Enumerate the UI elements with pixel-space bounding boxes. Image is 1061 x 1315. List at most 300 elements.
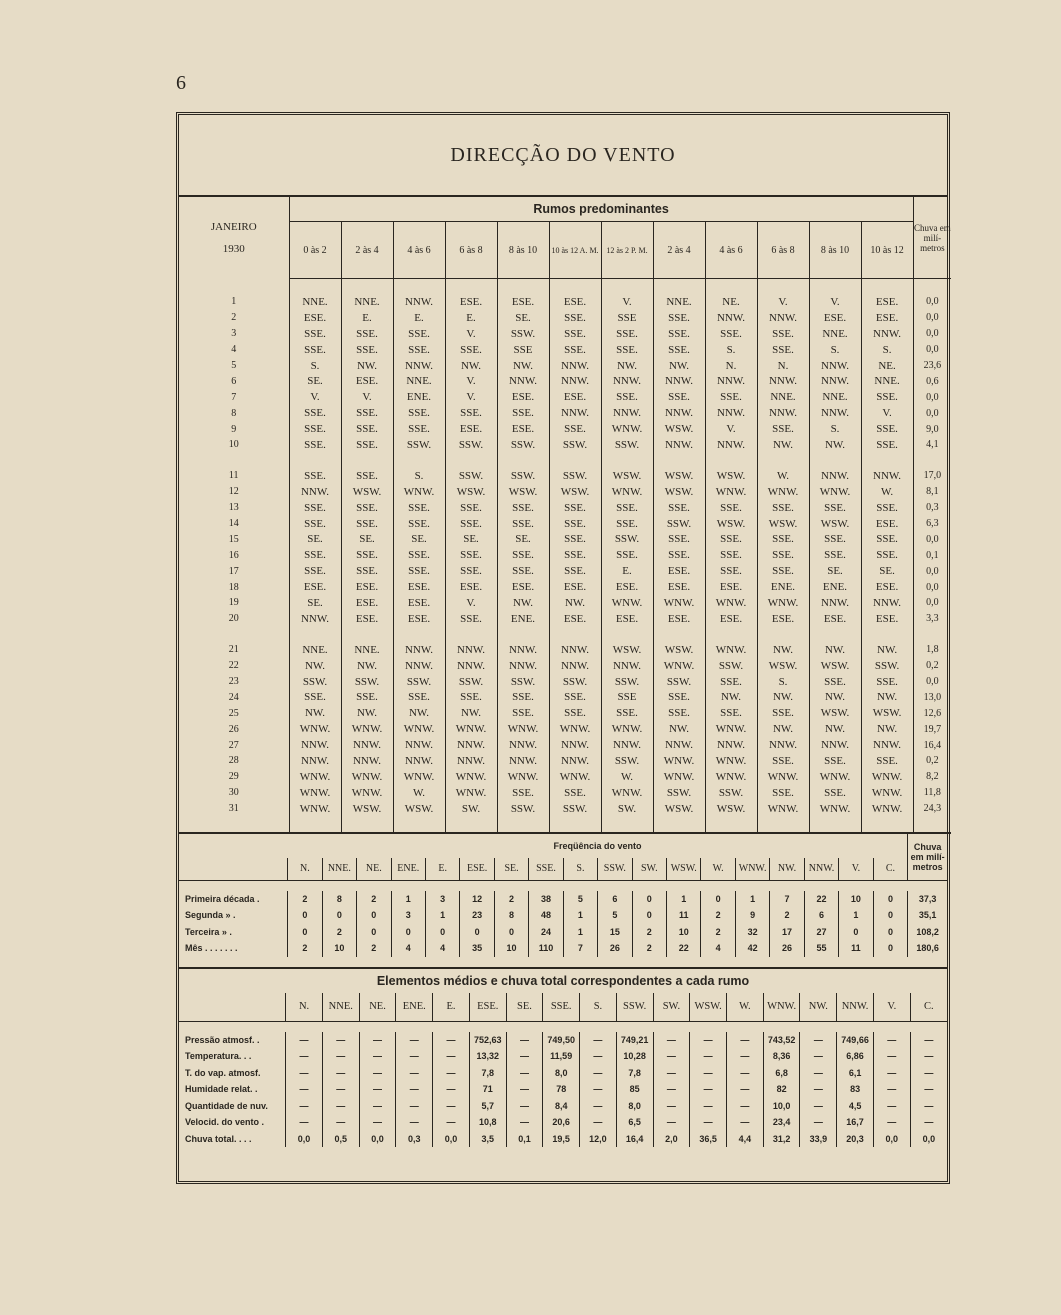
element-cell: — <box>433 1098 470 1115</box>
direction-cell: SSE. <box>705 389 757 405</box>
direction-cell: SSE. <box>497 500 549 516</box>
direction-cell: SSW. <box>549 674 601 690</box>
rain-cell: 0,0 <box>913 563 951 579</box>
rain-cell: 0,0 <box>913 405 951 421</box>
direction-cell: NW. <box>341 705 393 721</box>
frequency-column-header: NNW. <box>804 858 838 881</box>
element-cell: 6,8 <box>763 1065 800 1082</box>
direction-cell: WSW. <box>809 516 861 532</box>
direction-cell: SSE. <box>393 563 445 579</box>
time-column-header: 10 às 12 <box>861 222 913 279</box>
row-label: Segunda » . <box>185 910 236 921</box>
direction-cell: V. <box>445 326 497 342</box>
direction-cell: SSW. <box>393 437 445 453</box>
frequency-cell: 0 <box>460 924 494 941</box>
direction-cell: SSE. <box>705 674 757 690</box>
elements-column-header: WNW. <box>763 993 800 1022</box>
time-column-header: 6 às 8 <box>757 222 809 279</box>
direction-cell: SSE. <box>861 753 913 769</box>
rain-cell: 35,1 <box>908 907 947 924</box>
direction-cell: WNW. <box>861 769 913 785</box>
direction-cell: WNW. <box>757 769 809 785</box>
element-cell: — <box>580 1081 617 1098</box>
direction-cell: SSE. <box>497 547 549 563</box>
direction-cell: WNW. <box>549 769 601 785</box>
direction-cell: SSW. <box>705 658 757 674</box>
direction-cell: WNW. <box>601 785 653 801</box>
direction-cell: NNW. <box>809 468 861 484</box>
frequency-cell: 0 <box>288 907 322 924</box>
direction-cell: SSE. <box>757 705 809 721</box>
direction-cell: SSE. <box>393 516 445 532</box>
frequency-cell: 4 <box>701 940 735 957</box>
direction-cell: SSE. <box>341 563 393 579</box>
direction-cell: SSW. <box>497 468 549 484</box>
direction-cell: V. <box>445 373 497 389</box>
rain-cell: 37,3 <box>908 891 947 908</box>
elements-column-header: SE. <box>506 993 543 1022</box>
direction-cell: SSE. <box>289 500 341 516</box>
element-cell: — <box>359 1048 396 1065</box>
direction-cell: ESE. <box>445 421 497 437</box>
direction-cell: NNE. <box>809 389 861 405</box>
direction-cell: NW. <box>861 642 913 658</box>
element-cell: — <box>800 1114 837 1131</box>
direction-cell: NNW. <box>549 642 601 658</box>
direction-cell: WNW. <box>861 801 913 817</box>
direction-cell: ESE. <box>445 294 497 310</box>
row-label: T. do vap. atmosf. <box>185 1067 261 1078</box>
frequency-cell: 5 <box>563 891 597 908</box>
direction-cell: SSE. <box>289 437 341 453</box>
direction-cell: SSE. <box>497 516 549 532</box>
direction-cell: N. <box>757 358 809 374</box>
element-cell: — <box>580 1114 617 1131</box>
frequency-cell: 9 <box>735 907 769 924</box>
frequency-cell: 48 <box>529 907 563 924</box>
frequency-cell: 0 <box>839 924 873 941</box>
direction-cell: WNW. <box>705 753 757 769</box>
rain-cell: 0,0 <box>913 294 951 310</box>
direction-cell: E. <box>445 310 497 326</box>
table-row <box>179 373 951 389</box>
direction-cell: ENE. <box>393 389 445 405</box>
direction-cell: SSE. <box>341 689 393 705</box>
frequency-label-header <box>179 858 288 881</box>
element-cell: — <box>800 1065 837 1082</box>
element-cell: 7,8 <box>616 1065 653 1082</box>
direction-cell: SE. <box>289 373 341 389</box>
row-label: Primeira década . <box>185 893 260 904</box>
frequency-cell: 17 <box>770 924 804 941</box>
element-cell: 33,9 <box>800 1131 837 1148</box>
direction-cell: NW. <box>445 358 497 374</box>
element-cell: — <box>359 1114 396 1131</box>
direction-cell: SSE. <box>653 389 705 405</box>
direction-cell: SSE. <box>653 326 705 342</box>
direction-cell: NNW. <box>861 468 913 484</box>
direction-cell: NNW. <box>445 658 497 674</box>
direction-cell: SW. <box>445 801 497 817</box>
frequency-cell: 35 <box>460 940 494 957</box>
direction-cell: WNW. <box>809 484 861 500</box>
direction-cell: NW. <box>289 658 341 674</box>
direction-cell: ESE. <box>497 421 549 437</box>
frequency-cell: 0 <box>632 907 666 924</box>
frequency-cell: 0 <box>873 924 908 941</box>
direction-cell: NNW. <box>757 373 809 389</box>
direction-cell: SSW. <box>497 437 549 453</box>
table-row <box>179 769 951 785</box>
day-cell: 16 <box>228 549 239 561</box>
frequency-cell: 1 <box>839 907 873 924</box>
direction-cell: SSW. <box>445 468 497 484</box>
direction-cell: NW. <box>653 358 705 374</box>
row-spacer <box>179 453 951 468</box>
direction-cell: SSE. <box>653 689 705 705</box>
page-title: DIRECÇÃO DO VENTO <box>450 143 676 166</box>
rain-cell: 0,0 <box>913 595 951 611</box>
frequency-cell: 0 <box>632 891 666 908</box>
element-cell: — <box>873 1032 910 1049</box>
direction-cell: SSE. <box>549 531 601 547</box>
direction-cell: SSE. <box>601 500 653 516</box>
frequency-column-header: SE. <box>494 858 528 881</box>
element-cell: 0,0 <box>873 1131 910 1148</box>
row-label: Velocid. do vento . <box>185 1117 265 1128</box>
direction-cell: NNE. <box>289 294 341 310</box>
direction-cell: WNW. <box>601 595 653 611</box>
direction-cell: SSE. <box>289 405 341 421</box>
element-cell: — <box>910 1114 947 1131</box>
element-cell: 0,0 <box>910 1131 947 1148</box>
direction-cell: W. <box>601 769 653 785</box>
elements-column-header: SSE. <box>543 993 580 1022</box>
direction-cell: SSE. <box>393 421 445 437</box>
direction-cell: WNW. <box>393 769 445 785</box>
frequency-column-header: V. <box>839 858 873 881</box>
element-cell: — <box>580 1098 617 1115</box>
direction-cell: WSW. <box>393 801 445 817</box>
element-cell: — <box>653 1032 690 1049</box>
rain-cell: 0,2 <box>913 753 951 769</box>
elements-column-header: WSW. <box>690 993 727 1022</box>
element-cell: — <box>286 1065 323 1082</box>
element-cell: 12,0 <box>580 1131 617 1148</box>
frequency-rain-header: Chuva em milí- metros <box>908 834 947 881</box>
table-row <box>179 563 951 579</box>
element-cell: — <box>396 1114 433 1131</box>
element-cell: 4,5 <box>837 1098 874 1115</box>
rain-cell: 0,0 <box>913 531 951 547</box>
frequency-cell: 2 <box>357 940 391 957</box>
element-cell: — <box>359 1032 396 1049</box>
direction-cell: NNW. <box>445 642 497 658</box>
direction-cell: NW. <box>809 642 861 658</box>
title-row <box>179 115 947 197</box>
direction-cell: NW. <box>289 705 341 721</box>
element-cell: — <box>396 1081 433 1098</box>
direction-cell: NNW. <box>549 373 601 389</box>
direction-cell: ESE. <box>497 579 549 595</box>
direction-cell: NNE. <box>341 642 393 658</box>
direction-cell: NNW. <box>601 405 653 421</box>
direction-cell: WSW. <box>497 484 549 500</box>
elements-column-header: E. <box>433 993 470 1022</box>
table-row <box>179 611 951 627</box>
element-cell: — <box>653 1065 690 1082</box>
frequency-cell: 0 <box>288 924 322 941</box>
frequency-cell: 0 <box>425 924 459 941</box>
day-cell: 19 <box>228 597 239 609</box>
element-cell: — <box>727 1048 764 1065</box>
frequency-cell: 22 <box>667 940 701 957</box>
direction-cell: NNW. <box>549 358 601 374</box>
elements-column-header: NNE. <box>322 993 359 1022</box>
direction-cell: WNW. <box>289 801 341 817</box>
direction-cell: SSE. <box>341 468 393 484</box>
direction-cell: SSE. <box>289 342 341 358</box>
element-cell: 16,7 <box>837 1114 874 1131</box>
frequency-section <box>179 834 947 969</box>
direction-cell: NNW. <box>861 595 913 611</box>
table-row <box>179 801 951 817</box>
elements-column-header: NNW. <box>837 993 874 1022</box>
time-column-header: 2 às 4 <box>653 222 705 279</box>
frequency-cell: 5 <box>598 907 632 924</box>
elements-column-header: NE. <box>359 993 396 1022</box>
direction-cell: WNW. <box>601 421 653 437</box>
frequency-cell: 6 <box>598 891 632 908</box>
direction-cell: NW. <box>809 721 861 737</box>
direction-cell: SSE. <box>549 421 601 437</box>
element-cell: — <box>800 1032 837 1049</box>
direction-cell: SSE. <box>341 342 393 358</box>
element-cell: 2,0 <box>653 1131 690 1148</box>
direction-cell: WSW. <box>653 801 705 817</box>
element-cell: — <box>873 1081 910 1098</box>
month-label: JANEIRO <box>210 220 257 233</box>
table-row <box>179 658 951 674</box>
element-cell: — <box>396 1032 433 1049</box>
direction-cell: ESE. <box>549 611 601 627</box>
frequency-column-headers <box>179 858 947 881</box>
element-cell: — <box>690 1065 727 1082</box>
direction-cell: NNW. <box>341 753 393 769</box>
direction-cell: NW. <box>341 658 393 674</box>
row-label: Temperatura. . . <box>185 1051 252 1062</box>
direction-cell: ESE. <box>861 611 913 627</box>
elements-column-header: W. <box>727 993 764 1022</box>
rain-cell: 11,8 <box>913 785 951 801</box>
direction-cell: NNW. <box>809 373 861 389</box>
table-row <box>179 294 951 310</box>
element-cell: 36,5 <box>690 1131 727 1148</box>
direction-cell: SSE. <box>705 547 757 563</box>
table-row <box>179 721 951 737</box>
direction-cell: NNW. <box>705 437 757 453</box>
element-cell: — <box>690 1081 727 1098</box>
direction-cell: SSE. <box>809 753 861 769</box>
direction-cell: S. <box>809 342 861 358</box>
element-cell: 749,50 <box>543 1032 580 1049</box>
direction-cell: SSE. <box>393 689 445 705</box>
element-cell: — <box>910 1032 947 1049</box>
direction-cell: SE. <box>289 531 341 547</box>
day-cell: 3 <box>231 328 237 340</box>
direction-cell: SE. <box>861 563 913 579</box>
direction-cell: SSE. <box>393 405 445 421</box>
elements-column-header: ESE. <box>469 993 506 1022</box>
element-cell: 0,0 <box>286 1131 323 1148</box>
frequency-cell: 11 <box>839 940 873 957</box>
rain-cell: 23,6 <box>913 358 951 374</box>
direction-cell: WNW. <box>289 721 341 737</box>
direction-cell: SSE. <box>445 516 497 532</box>
direction-cell: NW. <box>757 437 809 453</box>
frequency-cell: 12 <box>460 891 494 908</box>
table-row <box>179 689 951 705</box>
rain-cell: 8,2 <box>913 769 951 785</box>
frequency-column-header: E. <box>425 858 459 881</box>
element-cell: 10,28 <box>616 1048 653 1065</box>
elements-section <box>179 969 947 1148</box>
frequency-cell: 2 <box>494 891 528 908</box>
day-cell: 14 <box>228 518 239 530</box>
element-cell: — <box>873 1065 910 1082</box>
direction-cell: ESE. <box>445 579 497 595</box>
direction-cell: WSW. <box>549 484 601 500</box>
rain-cell: 12,6 <box>913 705 951 721</box>
direction-cell: NNE. <box>809 326 861 342</box>
direction-cell: ESE. <box>289 310 341 326</box>
direction-cell: WSW. <box>653 642 705 658</box>
direction-cell: SSE. <box>289 563 341 579</box>
rain-cell: 17,0 <box>913 468 951 484</box>
element-cell: 8,36 <box>763 1048 800 1065</box>
direction-cell: SSW. <box>445 674 497 690</box>
direction-cell: NNW. <box>341 737 393 753</box>
direction-cell: SSE. <box>341 405 393 421</box>
frequency-column-header: W. <box>701 858 735 881</box>
direction-cell: E. <box>341 310 393 326</box>
frequency-cell: 10 <box>322 940 356 957</box>
direction-cell: ESE. <box>809 310 861 326</box>
direction-cell: SSE. <box>601 326 653 342</box>
direction-cell: NW. <box>549 595 601 611</box>
direction-cell: NNW. <box>289 484 341 500</box>
direction-cell: V. <box>289 389 341 405</box>
direction-cell: WNW. <box>705 642 757 658</box>
direction-cell: ESE. <box>861 310 913 326</box>
direction-cell: SSW. <box>445 437 497 453</box>
elements-column-header: SSW. <box>616 993 653 1022</box>
direction-cell: SSW. <box>653 785 705 801</box>
direction-cell: SSE. <box>497 689 549 705</box>
frequency-cell: 7 <box>563 940 597 957</box>
direction-cell: SSE. <box>393 547 445 563</box>
direction-cell: SE. <box>497 531 549 547</box>
direction-cell: SSE. <box>757 531 809 547</box>
direction-cell: NNW. <box>757 737 809 753</box>
day-cell: 11 <box>228 470 239 482</box>
table-row <box>179 358 951 374</box>
elements-rows <box>179 1032 947 1148</box>
direction-cell: SSE. <box>757 421 809 437</box>
direction-cell: SSE. <box>341 500 393 516</box>
rain-cell: 0,6 <box>913 373 951 389</box>
direction-cell: SSW. <box>497 801 549 817</box>
direction-cell: SSE. <box>341 547 393 563</box>
table-row <box>179 1032 947 1049</box>
direction-cell: SSE. <box>653 547 705 563</box>
direction-cell: SSE. <box>601 547 653 563</box>
element-cell: 83 <box>837 1081 874 1098</box>
direction-cell: ESE. <box>341 595 393 611</box>
table-row <box>179 940 947 957</box>
day-cell: 23 <box>228 676 239 688</box>
direction-cell: NNW. <box>549 737 601 753</box>
frequency-cell: 11 <box>667 907 701 924</box>
direction-cell: SSE. <box>549 342 601 358</box>
frequency-cell: 1 <box>563 907 597 924</box>
direction-cell: ESE. <box>497 294 549 310</box>
element-cell: — <box>286 1032 323 1049</box>
element-cell: 752,63 <box>469 1032 506 1049</box>
direction-cell: E. <box>601 563 653 579</box>
direction-cell: SSW. <box>601 437 653 453</box>
direction-cell: NNW. <box>497 658 549 674</box>
direction-cell: SSE. <box>809 531 861 547</box>
frequency-column-header: NE. <box>357 858 391 881</box>
direction-cell: NNW. <box>757 310 809 326</box>
frequency-cell: 27 <box>804 924 838 941</box>
day-cell: 7 <box>231 391 237 403</box>
direction-cell: NW. <box>757 721 809 737</box>
rain-cell: 1,8 <box>913 642 951 658</box>
direction-cell: SSE. <box>341 516 393 532</box>
element-cell: 13,32 <box>469 1048 506 1065</box>
table-row <box>179 389 951 405</box>
element-cell: — <box>727 1065 764 1082</box>
direction-cell: NNW. <box>809 358 861 374</box>
direction-cell: WSW. <box>757 516 809 532</box>
element-cell: 20,6 <box>543 1114 580 1131</box>
direction-cell: NNW. <box>601 658 653 674</box>
element-cell: 743,52 <box>763 1032 800 1049</box>
direction-cell: NNW. <box>289 753 341 769</box>
table-row <box>179 531 951 547</box>
direction-cell: E. <box>393 310 445 326</box>
element-cell: — <box>506 1048 543 1065</box>
direction-cell: ESE. <box>705 579 757 595</box>
direction-cell: NW. <box>757 689 809 705</box>
direction-cell: NW. <box>757 642 809 658</box>
direction-cell: ESE. <box>809 611 861 627</box>
element-cell: — <box>506 1114 543 1131</box>
frequency-cell: 0 <box>391 924 425 941</box>
direction-cell: WNW. <box>341 785 393 801</box>
direction-cell: S. <box>809 421 861 437</box>
frequency-column-header: SSE. <box>529 858 563 881</box>
row-label: Chuva total. . . . <box>185 1133 252 1144</box>
direction-cell: NNW. <box>705 737 757 753</box>
frequency-cell: 2 <box>632 940 666 957</box>
direction-cell: SSE. <box>393 342 445 358</box>
row-label: Mês . . . . . . . <box>185 943 238 954</box>
frequency-cell: 22 <box>804 891 838 908</box>
direction-cell: WSW. <box>601 642 653 658</box>
